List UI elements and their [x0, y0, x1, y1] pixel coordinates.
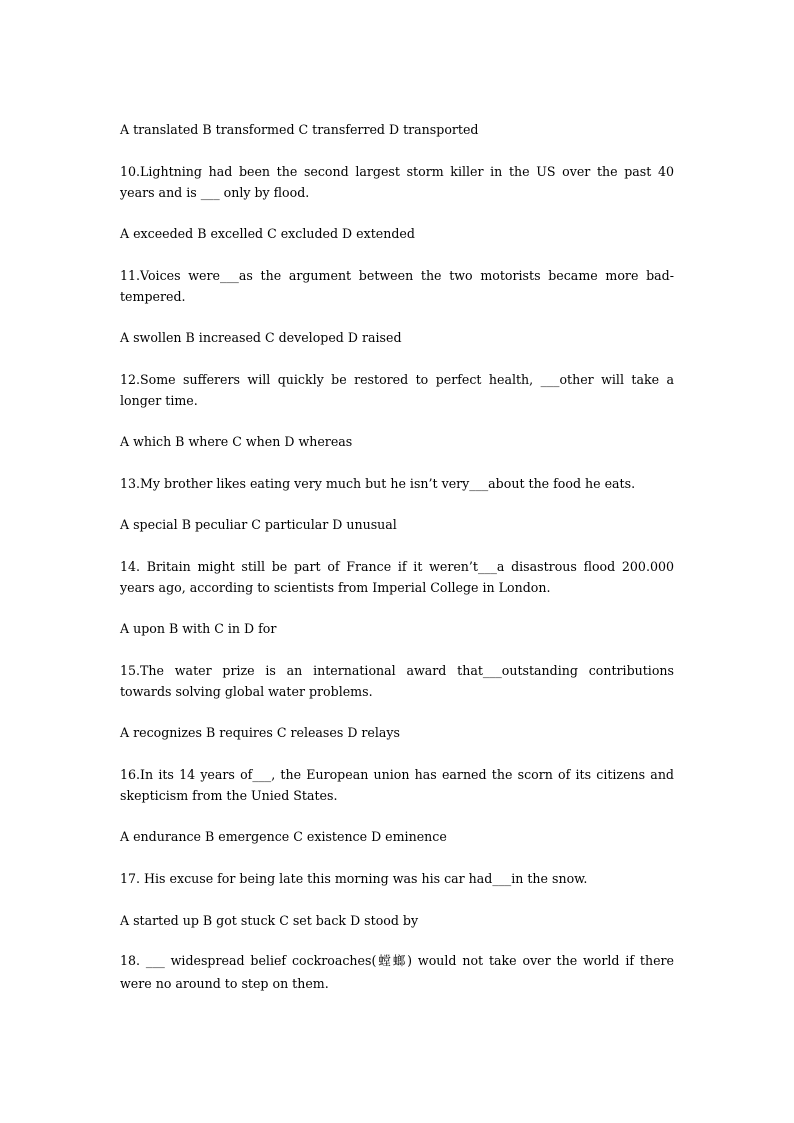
options-14: A upon B with C in D for: [120, 621, 277, 636]
question-17: 17. His excuse for being late this morning was his car had___in the snow.: [120, 871, 588, 886]
options-11: A swollen B increased C developed D raised: [120, 330, 402, 345]
question-14: 14. Britain might still be part of France if it weren’t___a disastrous flood 200.000 years ago, according to scientists from Imperial College in London.: [120, 559, 674, 595]
options-9: A translated B transformed C transferred D transported: [120, 122, 479, 137]
question-10: 10.Lightning had been the second largest storm killer in the US over the past 40 years and is ___ only by flood.: [120, 164, 674, 200]
options-12: A which B where C when D whereas: [120, 434, 353, 449]
options-13: A special B peculiar C particular D unusual: [120, 517, 397, 532]
question-15: 15.The water prize is an international award that___outstanding contributions towards solving global water problems.: [120, 663, 674, 699]
question-13: 13.My brother likes eating very much but he isn’t very___about the food he eats.: [120, 476, 636, 491]
options-10: A exceeded B excelled C excluded D extended: [120, 226, 415, 241]
question-18: 18. ___ widespread belief cockroaches(螳螂) would not take over the world if there were no around to step on them.: [120, 953, 674, 991]
options-16: A endurance B emergence C existence D eminence: [120, 829, 447, 844]
question-12: 12.Some sufferers will quickly be restored to perfect health, ___other will take a longer time.: [120, 372, 674, 408]
options-17: A started up B got stuck C set back D stood by: [120, 913, 419, 928]
question-11: 11.Voices were___as the argument between the two motorists became more bad-tempered.: [120, 268, 674, 304]
options-15: A recognizes B requires C releases D relays: [120, 725, 401, 740]
question-16: 16.In its 14 years of___, the European union has earned the scorn of its citizens and skepticism from the Unied States.: [120, 767, 674, 803]
